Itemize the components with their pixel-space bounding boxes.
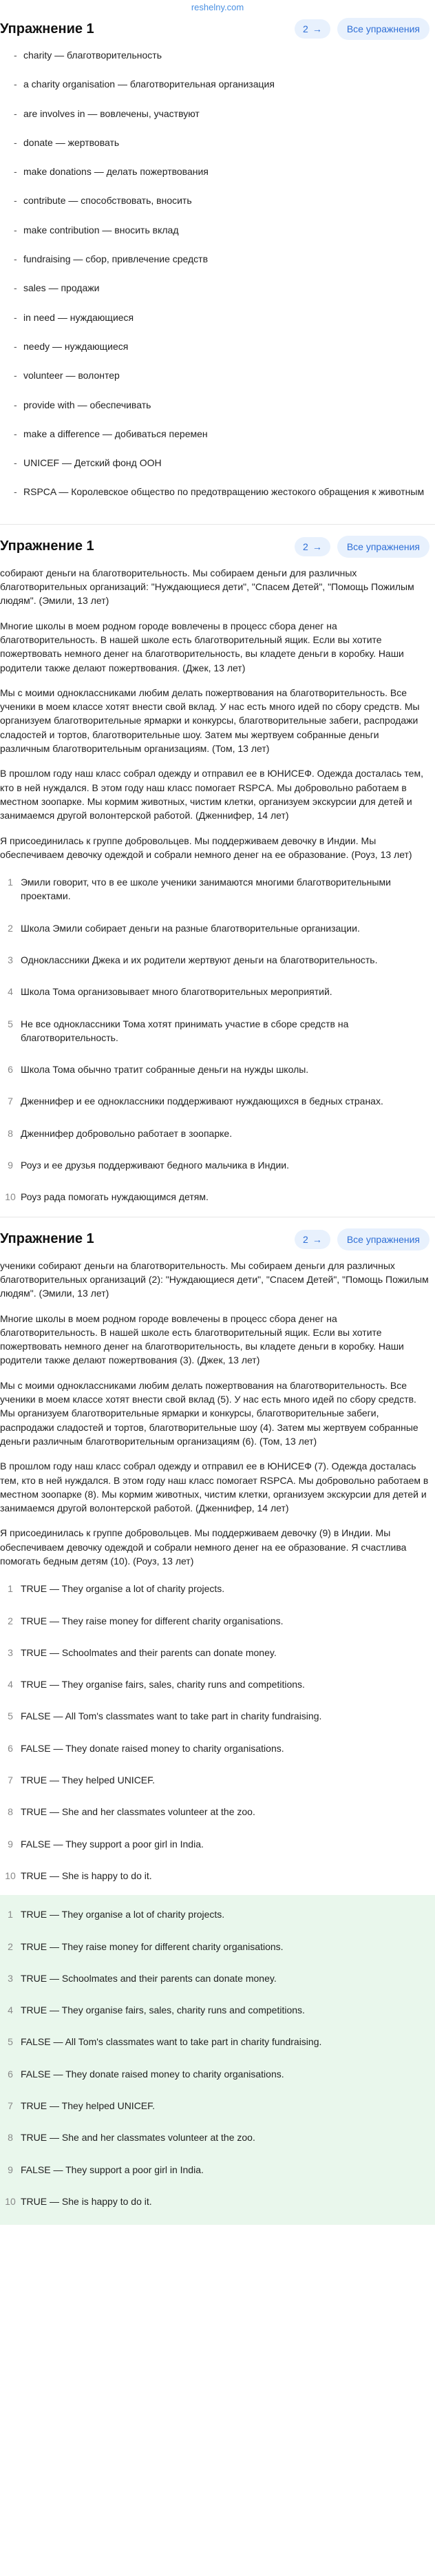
all-exercises-button[interactable]: Все упражнения (337, 536, 429, 558)
item-text: TRUE — Schoolmates and their parents can donate money. (21, 1646, 277, 1658)
list-item (0, 1184, 429, 1209)
list-item (0, 1672, 429, 1697)
vocab-item: - are involves in — вовлечены, участвуют (14, 104, 429, 123)
list-item (0, 1900, 429, 1928)
item-text: TRUE — They organise fairs, sales, charity runs and competitions. (21, 2004, 305, 2016)
vocab-item: - UNICEF — Детский фонд ООН (14, 453, 429, 472)
text-paragraph: В прошлом году наш класс собрал одежду и отправил ее в ЮНИСЕФ. Одежда досталась тем, кто в ней нуждался. В этом году наш класс помогает RSPCA. Мы добровольно работаем в местном зоопарке. Мы кормим животных, чистим клетки, организуем экскурсии для детей и занимаемся другой волонтерской работой. (Дженнифер, 14 лет) (0, 768, 423, 821)
list-item (0, 1736, 429, 1761)
list-item (0, 1863, 429, 1888)
list-item (0, 2028, 429, 2055)
list-item (0, 1012, 429, 1051)
exercise-controls (295, 18, 435, 40)
item-number: 1 (8, 877, 13, 888)
item-number: 2 (8, 1615, 13, 1626)
vocab-item: - make contribution — вносить вклад (14, 220, 429, 240)
item-number: 5 (8, 2036, 13, 2048)
item-text: FALSE — They donate raised money to charity organisations. (21, 2068, 284, 2080)
item-number: 4 (8, 986, 13, 998)
text-paragraph: собирают деньги на благотворительность. Мы собираем деньги для различных благотворительных организаций: "Нуждающиеся дети", "Спасем Детей", "Помощь Пожилым людям". (Эмили, 13 лет) (0, 567, 414, 607)
item-number: 7 (8, 1774, 13, 1786)
item-text: TRUE — She is happy to do it. (21, 1870, 152, 1881)
text-paragraph: ученики собирают деньги на благотворительность. Мы собираем деньги для различных благотворительных организаций (2): "Нуждающиеся дети", "Спасем Детей", "Помощь Пожилым людям". (Эмили, 13 лет) (0, 1259, 429, 1299)
vocab-item: - fundraising — сбор, привлечение средств (14, 249, 429, 269)
item-text: TRUE — Schoolmates and their parents can donate money. (21, 1972, 277, 1984)
text-paragraph: Мы с моими одноклассниками любим делать пожертвования на благотворительность. Все ученики в моем классе хотят внести свой вклад (5). У нас есть много идей по сбору средств. Мы организуем благотворительные ярмарки и конкурсы, благотворительные забеги, распродажи сладостей и тортов, благотворительные шоу (4). Затем мы жертвуем собранные деньги различным благотворительным организациям (6). (Том, 13 лет) (0, 1379, 418, 1447)
pager-label: 2 (303, 23, 308, 34)
text-paragraph: Я присоединилась к группе добровольцев. Мы поддерживаем девочку (9) в Индии. Мы обеспечиваем девочку одеждой и собрали немного денег на ее образование. Я счастлива помогать бедным детям (10). (Роуз, 13 лет) (0, 1527, 407, 1567)
text-paragraph: Мы с моими одноклассниками любим делать пожертвования на благотворительность. Все ученики в моем классе хотят внести свой вклад. У нас есть много идей по сбору средств. Мы организуем благотворительные ярмарки и конкурсы, благотворительные забеги, распродажи сладостей и тортов, благотворительные шоу. Затем мы жертвуем собранные деньги различным благотворительным организациям. (Том, 13 лет) (0, 687, 420, 755)
item-number: 10 (5, 2195, 16, 2207)
list-item (0, 2188, 429, 2215)
list-item (0, 1799, 429, 1824)
list-item (0, 1832, 429, 1856)
item-text: TRUE — They organise fairs, sales, charity runs and competitions. (21, 1679, 305, 1690)
all-exercises-button[interactable]: Все упражнения (337, 1228, 429, 1250)
item-text: TRUE — She and her classmates volunteer at the zoo. (21, 1806, 255, 1818)
item-number: 10 (5, 1191, 16, 1203)
statement-list (0, 870, 435, 1210)
vocab-item: - sales — продажи (14, 278, 429, 297)
item-text: Роуз рада помогать нуждающимся детям. (21, 1191, 209, 1203)
item-number: 9 (8, 2164, 13, 2175)
arrow-right-icon: → (312, 541, 322, 552)
text-paragraph: Я присоединилась к группе добровольцев. Мы поддерживаем девочку в Индии. Мы обеспечиваем девочку одеждой и собрали немного денег на ее образование. (Роуз, 13 лет) (0, 835, 412, 860)
site-logo[interactable]: reshelny.com (191, 2, 244, 12)
exercise-controls (295, 1228, 435, 1250)
vocab-item: - make a difference — добиваться перемен (14, 424, 429, 443)
vocab-item: - make donations — делать пожертвования (14, 162, 429, 181)
item-number: 8 (8, 2132, 13, 2144)
list-item (0, 2092, 429, 2119)
list-item (0, 979, 429, 1004)
item-text: TRUE — They helped UNICEF. (21, 2100, 156, 2112)
item-number: 1 (8, 1909, 13, 1920)
item-text: FALSE — All Tom's classmates want to take part in charity fundraising. (21, 1710, 322, 1722)
item-number: 6 (8, 1742, 13, 1754)
list-item (0, 916, 429, 941)
list-item (0, 1965, 429, 1992)
item-text: Школа Тома обычно тратит собранные деньги на нужды школы. (21, 1064, 309, 1076)
list-item (0, 1121, 429, 1146)
item-text: FALSE — They support a poor girl in India. (21, 1838, 204, 1850)
exercise-header (0, 530, 435, 563)
exercise-section-1 (0, 12, 435, 519)
item-number: 9 (8, 1838, 13, 1850)
item-number: 3 (8, 1646, 13, 1658)
list-item (0, 1089, 429, 1113)
item-text: Школа Тома организовывает много благотворительных мероприятий. (21, 986, 332, 998)
list-item (0, 1609, 429, 1633)
vocab-item: - volunteer — волонтер (14, 366, 429, 385)
item-text: TRUE — They helped UNICEF. (21, 1774, 156, 1786)
item-number: 7 (8, 1096, 13, 1107)
vocab-item: - donate — жертвовать (14, 133, 429, 152)
item-number: 2 (8, 922, 13, 934)
list-item (0, 1057, 429, 1082)
item-text: FALSE — All Tom's classmates want to take part in charity fundraising. (21, 2036, 322, 2048)
list-item (0, 1640, 429, 1665)
vocab-item: - needy — нуждающиеся (14, 337, 429, 356)
pager-label: 2 (303, 541, 308, 552)
item-number: 5 (8, 1710, 13, 1722)
item-text: Дженнифер добровольно работает в зоопарке. (21, 1127, 233, 1139)
item-text: FALSE — They donate raised money to charity organisations. (21, 1742, 284, 1754)
vocab-item: - a charity organisation — благотворительная организация (14, 74, 429, 94)
item-text: Школа Эмили собирает деньги на разные благотворительные организации. (21, 922, 360, 934)
item-number: 8 (8, 1127, 13, 1139)
exercise-header (0, 1223, 435, 1256)
list-item (0, 1933, 429, 1960)
item-number: 8 (8, 1806, 13, 1818)
list-item (0, 1153, 429, 1177)
vocab-item: - in need — нуждающиеся (14, 308, 429, 327)
item-number: 1 (8, 1583, 13, 1595)
item-text: TRUE — They raise money for different charity organisations. (21, 1940, 284, 1952)
item-text: TRUE — She and her classmates volunteer at the zoo. (21, 2132, 255, 2144)
item-number: 6 (8, 2068, 13, 2080)
item-number: 2 (8, 1940, 13, 1952)
text-paragraph: Многие школы в моем родном городе вовлечены в процесс сбора денег на благотворительность. В нашей школе есть благотворительный ящик. Если вы хотите пожертвовать немного денег на благотворительность, вы кладете деньги в коробку. Наши родители также делают пожертвования. (Джек, 13 лет) (0, 620, 404, 673)
list-item (0, 2060, 429, 2088)
item-text: Дженнифер и ее одноклассники поддерживают нуждающихся в бедных странах. (21, 1096, 383, 1107)
list-item (0, 870, 429, 909)
text-paragraph: В прошлом году наш класс собрал одежду и отправил ее в ЮНИСЕФ (7). Одежда досталась тем, кто в ней нуждался. В этом году наш класс помогает RSPCA. Мы добровольно работаем в местном зоопарке (8). Мы кормим животных, чистим клетки, организуем экскурсии для детей и занимаемся другой волонтерской работой. (Дженнифер, 14 лет) (0, 1460, 429, 1514)
list-item (0, 947, 429, 972)
item-text: TRUE — They organise a lot of charity projects. (21, 1583, 225, 1595)
list-item (0, 2156, 429, 2184)
pager-label: 2 (303, 1233, 308, 1245)
vocab-item: - charity — благотворительность (14, 45, 429, 65)
list-item (0, 1576, 429, 1601)
exercise-title: Упражнение 1 (0, 538, 94, 554)
pager-button[interactable] (295, 19, 330, 39)
all-exercises-button[interactable]: Все упражнения (337, 18, 429, 40)
arrow-right-icon: → (312, 1233, 322, 1245)
vocab-item: - RSPCA — Королевское общество по предотвращению жестокого обращения к животным (14, 482, 429, 501)
exercise-section-3 (0, 1223, 435, 1889)
exercise-title: Упражнение 1 (0, 21, 94, 36)
answers-section (0, 1895, 435, 2225)
item-number: 10 (5, 1870, 16, 1881)
item-text: Одноклассники Джека и их родители жертвуют деньги на благотворительность. (21, 954, 378, 965)
item-number: 7 (8, 2100, 13, 2112)
item-number: 4 (8, 2004, 13, 2016)
list-item (0, 1704, 429, 1728)
answer-list (0, 1576, 435, 1888)
arrow-right-icon: → (312, 23, 322, 34)
list-item (0, 1768, 429, 1792)
item-text: Роуз и ее друзья поддерживают бедного мальчика в Индии. (21, 1160, 290, 1171)
item-text: FALSE — They support a poor girl in India. (21, 2164, 204, 2175)
list-item (0, 1996, 429, 2024)
item-text: Эмили говорит, что в ее школе ученики занимаются многими благотворительными проектами. (21, 877, 391, 902)
item-text: TRUE — They organise a lot of charity projects. (21, 1909, 225, 1920)
vocab-item: - provide with — обеспечивать (14, 395, 429, 415)
pager-button[interactable] (295, 537, 330, 556)
item-number: 9 (8, 1160, 13, 1171)
exercise-title: Упражнение 1 (0, 1231, 94, 1247)
item-number: 3 (8, 1972, 13, 1984)
vocab-item: - contribute — способствовать, вносить (14, 191, 429, 210)
item-number: 5 (8, 1018, 13, 1029)
item-text: Не все одноклассники Тома хотят принимать участие в сборе средств на благотворительность. (21, 1018, 349, 1043)
vocab-list (0, 45, 435, 519)
item-number: 4 (8, 1679, 13, 1690)
item-number: 6 (8, 1064, 13, 1076)
item-number: 3 (8, 954, 13, 965)
list-item (0, 2124, 429, 2151)
text-paragraph: Многие школы в моем родном городе вовлечены в процесс сбора денег на благотворительность. В нашей школе есть благотворительный ящик. Если вы хотите пожертвовать немного денег на благотворительность, вы кладете деньги в коробку. Наши родители также делают пожертвования (3). (Джек, 13 лет) (0, 1312, 404, 1366)
exercise-section-2 (0, 530, 435, 1210)
item-text: TRUE — She is happy to do it. (21, 2195, 152, 2207)
divider (0, 524, 435, 525)
item-text: TRUE — They raise money for different charity organisations. (21, 1615, 284, 1626)
exercise-header (0, 12, 435, 45)
highlighted-answer-list (0, 1900, 435, 2215)
pager-button[interactable] (295, 1230, 330, 1249)
exercise-controls (295, 536, 435, 558)
